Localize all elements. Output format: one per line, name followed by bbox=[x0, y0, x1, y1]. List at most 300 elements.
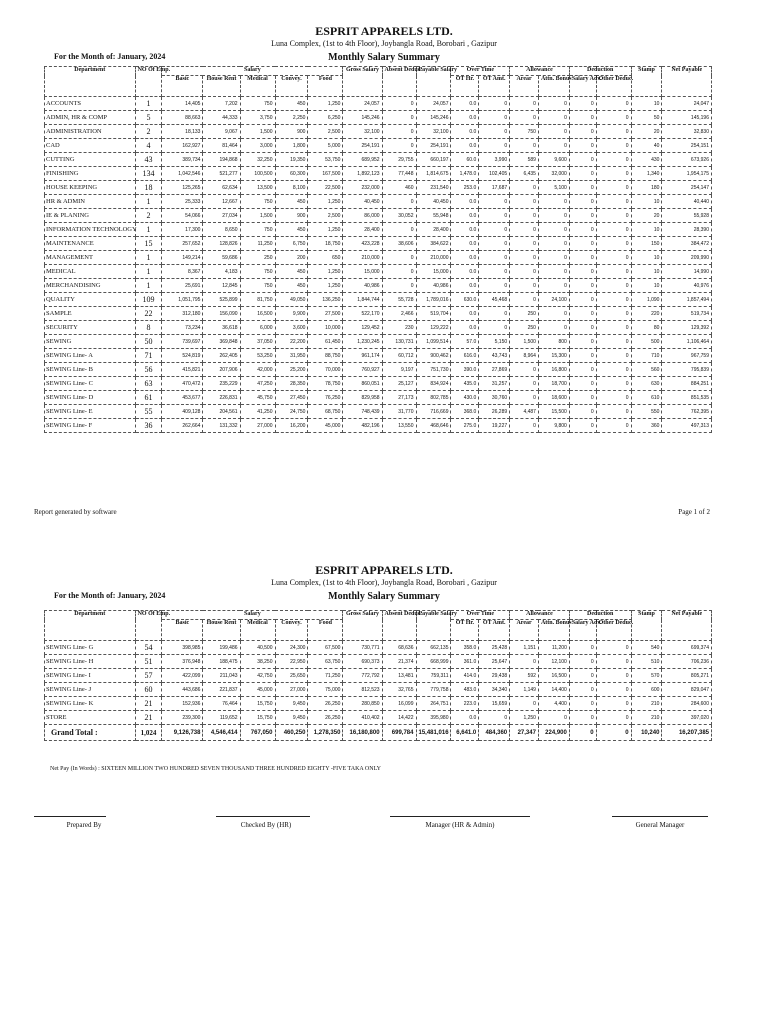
amount-cell: 0 bbox=[596, 195, 631, 209]
amount-cell: 0 bbox=[569, 349, 596, 363]
amount-cell: 31,257 bbox=[479, 377, 510, 391]
amount-cell: 11,200 bbox=[538, 641, 569, 655]
department-cell: SEWING Line- D bbox=[45, 391, 136, 405]
amount-cell: 17,687 bbox=[479, 181, 510, 195]
amount-cell: 435.0 bbox=[451, 377, 479, 391]
employee-count-cell: 43 bbox=[135, 153, 162, 167]
amount-cell: 699,374 bbox=[662, 641, 712, 655]
amount-cell: 0 bbox=[569, 391, 596, 405]
amount-cell: 31,950 bbox=[275, 349, 308, 363]
amount-cell: 12,100 bbox=[538, 655, 569, 669]
col-basic: Basic bbox=[162, 620, 203, 641]
amount-cell: 1,250 bbox=[308, 279, 343, 293]
amount-cell: 630.0 bbox=[451, 293, 479, 307]
amount-cell: 37,050 bbox=[240, 335, 275, 349]
amount-cell: 750 bbox=[240, 265, 275, 279]
amount-cell: 30,760 bbox=[479, 391, 510, 405]
amount-cell: 0 bbox=[596, 419, 631, 433]
department-cell: SEWING Line- G bbox=[45, 641, 136, 655]
col-arear: Arear bbox=[510, 620, 539, 641]
amount-cell: 207,906 bbox=[203, 363, 240, 377]
amount-cell: 0 bbox=[569, 641, 596, 655]
amount-cell: 410,402 bbox=[343, 711, 382, 725]
table-row bbox=[45, 349, 712, 363]
employee-count-cell: 5 bbox=[135, 111, 162, 125]
amount-cell: 0 bbox=[569, 279, 596, 293]
employee-count-cell: 61 bbox=[135, 391, 162, 405]
amount-cell: 0 bbox=[538, 209, 569, 223]
amount-cell: 0 bbox=[382, 195, 416, 209]
amount-cell: 589 bbox=[510, 153, 539, 167]
amount-cell: 0 bbox=[538, 265, 569, 279]
amount-cell: 0 bbox=[569, 237, 596, 251]
amount-cell: 204,561 bbox=[203, 405, 240, 419]
amount-cell: 0 bbox=[569, 251, 596, 265]
department-cell: STORE bbox=[45, 711, 136, 725]
amount-cell: 55,728 bbox=[382, 293, 416, 307]
amount-cell: 0 bbox=[510, 195, 539, 209]
amount-cell: 0.0 bbox=[451, 237, 479, 251]
amount-cell: 162,927 bbox=[162, 139, 203, 153]
amount-cell: 18,133 bbox=[162, 125, 203, 139]
amount-cell: 25,333 bbox=[162, 195, 203, 209]
amount-cell: 0 bbox=[569, 711, 596, 725]
col-salary-adv: Salary Adv. bbox=[569, 620, 596, 641]
col-group-salary: Salary bbox=[162, 611, 343, 620]
department-cell: INFORMATION TECHNOLOGY bbox=[45, 223, 136, 237]
col-food: Food bbox=[308, 620, 343, 641]
grand-total-amount: 16,180,800 bbox=[343, 725, 382, 741]
amount-cell: 19,350 bbox=[275, 153, 308, 167]
department-cell: MEDICAL bbox=[45, 265, 136, 279]
amount-cell: 0 bbox=[538, 321, 569, 335]
amount-cell: 0 bbox=[569, 683, 596, 697]
amount-cell: 22,500 bbox=[308, 181, 343, 195]
amount-cell: 0 bbox=[479, 111, 510, 125]
amount-cell: 54,066 bbox=[162, 209, 203, 223]
department-cell: IE & PLANING bbox=[45, 209, 136, 223]
amount-cell: 145,246 bbox=[416, 111, 451, 125]
amount-cell: 750 bbox=[240, 223, 275, 237]
amount-cell: 60.0 bbox=[451, 153, 479, 167]
amount-cell: 40,450 bbox=[416, 195, 451, 209]
amount-cell: 21,374 bbox=[382, 655, 416, 669]
amount-cell: 497,313 bbox=[662, 419, 712, 433]
employee-count-cell: 2 bbox=[135, 209, 162, 223]
col-no-of-emp: NO Of Emp. bbox=[135, 67, 162, 97]
amount-cell: 2,500 bbox=[308, 125, 343, 139]
amount-cell: 16,200 bbox=[275, 419, 308, 433]
salary-table-1-body bbox=[45, 97, 712, 433]
amount-cell: 0 bbox=[510, 265, 539, 279]
table-row bbox=[45, 125, 712, 139]
amount-cell: 9,800 bbox=[538, 419, 569, 433]
amount-cell: 0 bbox=[510, 181, 539, 195]
amount-cell: 0 bbox=[596, 335, 631, 349]
amount-cell: 0 bbox=[596, 167, 631, 181]
amount-cell: 0 bbox=[569, 111, 596, 125]
col-group-overtime: Over Time bbox=[451, 67, 510, 76]
col-stamp: Stamp bbox=[631, 611, 662, 641]
amount-cell: 25,200 bbox=[275, 363, 308, 377]
table-row bbox=[45, 391, 712, 405]
amount-cell: 17,300 bbox=[162, 223, 203, 237]
amount-cell: 22,950 bbox=[275, 655, 308, 669]
amount-cell: 0 bbox=[596, 307, 631, 321]
amount-cell: 0 bbox=[510, 377, 539, 391]
amount-cell: 27,000 bbox=[275, 683, 308, 697]
amount-cell: 0.0 bbox=[451, 711, 479, 725]
amount-cell: 29,755 bbox=[382, 153, 416, 167]
amount-cell: 800 bbox=[538, 335, 569, 349]
amount-cell: 0 bbox=[538, 237, 569, 251]
col-group-deduction: Deduction bbox=[569, 67, 631, 76]
amount-cell: 0 bbox=[569, 697, 596, 711]
amount-cell: 88,663 bbox=[162, 111, 203, 125]
amount-cell: 750 bbox=[240, 195, 275, 209]
col-payable-salary: Payable Salary bbox=[416, 67, 451, 97]
amount-cell: 384,622 bbox=[416, 237, 451, 251]
amount-cell: 1,042,546 bbox=[162, 167, 203, 181]
amount-cell: 570 bbox=[631, 669, 662, 683]
amount-cell: 149,214 bbox=[162, 251, 203, 265]
amount-cell: 6,250 bbox=[308, 111, 343, 125]
amount-cell: 7,202 bbox=[203, 97, 240, 111]
amount-cell: 250 bbox=[510, 321, 539, 335]
amount-cell: 32,830 bbox=[662, 125, 712, 139]
amount-cell: 70,000 bbox=[308, 363, 343, 377]
amount-cell: 630 bbox=[631, 377, 662, 391]
report-title: Monthly Salary Summary bbox=[328, 591, 440, 602]
amount-cell: 0 bbox=[596, 655, 631, 669]
amount-cell: 9,450 bbox=[275, 711, 308, 725]
amount-cell: 1,800 bbox=[275, 139, 308, 153]
department-cell: ACCOUNTS bbox=[45, 97, 136, 111]
amount-cell: 450 bbox=[275, 195, 308, 209]
amount-cell: 961,174 bbox=[343, 349, 382, 363]
col-basic: Basic bbox=[162, 76, 203, 97]
amount-cell: 68,636 bbox=[382, 641, 416, 655]
amount-cell: 262,664 bbox=[162, 419, 203, 433]
amount-cell: 14,400 bbox=[538, 683, 569, 697]
table-row bbox=[45, 167, 712, 181]
amount-cell: 0.0 bbox=[451, 195, 479, 209]
amount-cell: 42,750 bbox=[240, 669, 275, 683]
salary-table-2-body bbox=[45, 641, 712, 741]
grand-total-amount: 4,546,414 bbox=[203, 725, 240, 741]
table-row bbox=[45, 237, 712, 251]
amount-cell: 28,400 bbox=[343, 223, 382, 237]
col-salary-adv: Salary Adv. bbox=[569, 76, 596, 97]
employee-count-cell: 60 bbox=[135, 683, 162, 697]
amount-cell: 239,300 bbox=[162, 711, 203, 725]
table-row bbox=[45, 697, 712, 711]
amount-cell: 19,227 bbox=[479, 419, 510, 433]
amount-cell: 15,750 bbox=[240, 711, 275, 725]
amount-cell: 254,191 bbox=[416, 139, 451, 153]
col-food: Food bbox=[308, 76, 343, 97]
amount-cell: 0 bbox=[596, 279, 631, 293]
amount-cell: 592 bbox=[510, 669, 539, 683]
amount-cell: 24,057 bbox=[416, 97, 451, 111]
amount-cell: 262,405 bbox=[203, 349, 240, 363]
amount-cell: 0 bbox=[596, 669, 631, 683]
amount-cell: 15,000 bbox=[343, 265, 382, 279]
amount-cell: 1,340 bbox=[631, 167, 662, 181]
amount-cell: 690,373 bbox=[343, 655, 382, 669]
amount-cell: 11,250 bbox=[240, 237, 275, 251]
table-row bbox=[45, 181, 712, 195]
amount-cell: 10 bbox=[631, 251, 662, 265]
amount-cell: 62,634 bbox=[203, 181, 240, 195]
department-cell: SEWING Line- I bbox=[45, 669, 136, 683]
amount-cell: 27,450 bbox=[275, 391, 308, 405]
employee-count-cell: 4 bbox=[135, 139, 162, 153]
amount-cell: 1,892,123 bbox=[343, 167, 382, 181]
amount-cell: 1,099,514 bbox=[416, 335, 451, 349]
company-name: ESPRIT APPARELS LTD. bbox=[315, 24, 453, 38]
signature-line-manager bbox=[390, 816, 530, 817]
amount-cell: 483.0 bbox=[451, 683, 479, 697]
amount-cell: 0.0 bbox=[451, 321, 479, 335]
col-house-rent: House Rent bbox=[203, 76, 240, 97]
grand-total-amount: 27,347 bbox=[510, 725, 539, 741]
grand-total-amount: 460,250 bbox=[275, 725, 308, 741]
amount-cell: 254,147 bbox=[662, 181, 712, 195]
amount-cell: 2,500 bbox=[308, 209, 343, 223]
employee-count-cell: 21 bbox=[135, 711, 162, 725]
employee-count-cell: 51 bbox=[135, 655, 162, 669]
amount-cell: 0 bbox=[596, 697, 631, 711]
amount-cell: 129,392 bbox=[662, 321, 712, 335]
amount-cell: 8,964 bbox=[510, 349, 539, 363]
amount-cell: 0 bbox=[596, 377, 631, 391]
amount-cell: 119,652 bbox=[203, 711, 240, 725]
amount-cell: 519,704 bbox=[416, 307, 451, 321]
amount-cell: 8,367 bbox=[162, 265, 203, 279]
amount-cell: 3,000 bbox=[240, 139, 275, 153]
employee-count-cell: 8 bbox=[135, 321, 162, 335]
employee-count-cell: 1 bbox=[135, 97, 162, 111]
department-cell: SEWING Line- B bbox=[45, 363, 136, 377]
amount-cell: 194,868 bbox=[203, 153, 240, 167]
amount-cell: 145,196 bbox=[662, 111, 712, 125]
amount-cell: 1,500 bbox=[510, 335, 539, 349]
amount-cell: 20 bbox=[631, 125, 662, 139]
report-generated-note: Report generated by software bbox=[34, 508, 117, 516]
amount-cell: 34,340 bbox=[479, 683, 510, 697]
amount-cell: 0.0 bbox=[451, 209, 479, 223]
col-attn-bonus: Attn. Bonus bbox=[538, 620, 569, 641]
amount-cell: 750 bbox=[510, 125, 539, 139]
amount-cell: 59,686 bbox=[203, 251, 240, 265]
department-cell: SEWING Line- F bbox=[45, 419, 136, 433]
amount-cell: 73,234 bbox=[162, 321, 203, 335]
table-row bbox=[45, 669, 712, 683]
amount-cell: 519,734 bbox=[662, 307, 712, 321]
amount-cell: 760,927 bbox=[343, 363, 382, 377]
department-cell: SEWING Line- C bbox=[45, 377, 136, 391]
col-department: Department bbox=[45, 67, 136, 97]
amount-cell: 369,848 bbox=[203, 335, 240, 349]
amount-cell: 3,600 bbox=[275, 321, 308, 335]
employee-count-cell: 50 bbox=[135, 335, 162, 349]
company-name: ESPRIT APPARELS LTD. bbox=[315, 563, 453, 577]
amount-cell: 0 bbox=[510, 251, 539, 265]
amount-cell: 230 bbox=[382, 321, 416, 335]
amount-cell: 422,099 bbox=[162, 669, 203, 683]
amount-cell: 0 bbox=[569, 363, 596, 377]
report-title: Monthly Salary Summary bbox=[328, 52, 440, 63]
amount-cell: 3,750 bbox=[240, 111, 275, 125]
amount-cell: 257,652 bbox=[162, 237, 203, 251]
amount-cell: 668,999 bbox=[416, 655, 451, 669]
amount-cell: 14,422 bbox=[382, 711, 416, 725]
amount-cell: 5,000 bbox=[308, 139, 343, 153]
amount-cell: 0.0 bbox=[451, 251, 479, 265]
amount-cell: 235,229 bbox=[203, 377, 240, 391]
amount-cell: 0.0 bbox=[451, 307, 479, 321]
amount-cell: 0.0 bbox=[451, 111, 479, 125]
amount-cell: 80 bbox=[631, 321, 662, 335]
grand-total-amount: 224,900 bbox=[538, 725, 569, 741]
amount-cell: 129,222 bbox=[416, 321, 451, 335]
amount-cell: 10,000 bbox=[308, 321, 343, 335]
employee-count-cell: 36 bbox=[135, 419, 162, 433]
amount-cell: 125,265 bbox=[162, 181, 203, 195]
amount-cell: 1,230,245 bbox=[343, 335, 382, 349]
amount-cell: 284,600 bbox=[662, 697, 712, 711]
amount-cell: 610 bbox=[631, 391, 662, 405]
employee-count-cell: 1 bbox=[135, 251, 162, 265]
amount-cell: 0.0 bbox=[451, 97, 479, 111]
amount-cell: 0 bbox=[479, 279, 510, 293]
amount-cell: 45,468 bbox=[479, 293, 510, 307]
amount-cell: 10 bbox=[631, 265, 662, 279]
amount-cell: 9,197 bbox=[382, 363, 416, 377]
table-row bbox=[45, 251, 712, 265]
col-no-of-emp: NO Of Emp. bbox=[135, 611, 162, 641]
employee-count-cell: 1 bbox=[135, 265, 162, 279]
amount-cell: 510 bbox=[631, 655, 662, 669]
amount-cell: 0 bbox=[596, 153, 631, 167]
amount-cell: 0 bbox=[479, 237, 510, 251]
amount-cell: 1,151 bbox=[510, 641, 539, 655]
employee-count-cell: 57 bbox=[135, 669, 162, 683]
amount-cell: 1,250 bbox=[308, 195, 343, 209]
report-month: For the Month of: January, 2024 bbox=[54, 591, 166, 600]
col-other-deduc: Other Deduc. bbox=[596, 76, 631, 97]
amount-cell: 967,759 bbox=[662, 349, 712, 363]
table-row bbox=[45, 711, 712, 725]
amount-cell: 0 bbox=[510, 697, 539, 711]
amount-cell: 0 bbox=[510, 139, 539, 153]
amount-cell: 759,311 bbox=[416, 669, 451, 683]
amount-cell: 45,000 bbox=[308, 419, 343, 433]
amount-cell: 67,500 bbox=[308, 641, 343, 655]
amount-cell: 12,667 bbox=[203, 195, 240, 209]
amount-cell: 25,691 bbox=[162, 279, 203, 293]
col-department: Department bbox=[45, 611, 136, 641]
amount-cell: 152,936 bbox=[162, 697, 203, 711]
amount-cell: 716,669 bbox=[416, 405, 451, 419]
amount-cell: 53,250 bbox=[240, 349, 275, 363]
amount-cell: 0.0 bbox=[451, 139, 479, 153]
amount-cell: 15,750 bbox=[240, 697, 275, 711]
amount-cell: 395,980 bbox=[416, 711, 451, 725]
employee-count-cell: 15 bbox=[135, 237, 162, 251]
amount-cell: 0 bbox=[538, 195, 569, 209]
amount-cell: 0 bbox=[596, 97, 631, 111]
amount-cell: 900 bbox=[275, 209, 308, 223]
col-group-salary: Salary bbox=[162, 67, 343, 76]
amount-cell: 61,450 bbox=[308, 335, 343, 349]
amount-cell: 0 bbox=[596, 683, 631, 697]
amount-cell: 312,180 bbox=[162, 307, 203, 321]
amount-cell: 460 bbox=[382, 181, 416, 195]
amount-cell: 5,150 bbox=[479, 335, 510, 349]
amount-cell: 829,047 bbox=[662, 683, 712, 697]
amount-cell: 264,751 bbox=[416, 697, 451, 711]
amount-cell: 71,250 bbox=[308, 669, 343, 683]
amount-cell: 223.0 bbox=[451, 697, 479, 711]
amount-cell: 253.0 bbox=[451, 181, 479, 195]
amount-cell: 32,250 bbox=[240, 153, 275, 167]
department-cell: HOUSE KEEPING bbox=[45, 181, 136, 195]
amount-cell: 409,128 bbox=[162, 405, 203, 419]
amount-cell: 851,535 bbox=[662, 391, 712, 405]
amount-cell: 0 bbox=[569, 655, 596, 669]
amount-cell: 0 bbox=[596, 209, 631, 223]
department-cell: SEWING Line- E bbox=[45, 405, 136, 419]
amount-cell: 0.0 bbox=[451, 265, 479, 279]
amount-cell: 450 bbox=[275, 97, 308, 111]
amount-cell: 27,034 bbox=[203, 209, 240, 223]
amount-cell: 0 bbox=[510, 209, 539, 223]
amount-cell: 0 bbox=[596, 125, 631, 139]
amount-cell: 13,550 bbox=[382, 419, 416, 433]
amount-cell: 1,051,795 bbox=[162, 293, 203, 307]
grand-total-amount: 1,278,350 bbox=[308, 725, 343, 741]
amount-cell: 900 bbox=[275, 125, 308, 139]
amount-cell: 0 bbox=[569, 167, 596, 181]
table-row bbox=[45, 97, 712, 111]
department-cell: SEWING bbox=[45, 335, 136, 349]
amount-cell: 0 bbox=[479, 125, 510, 139]
amount-cell: 13,500 bbox=[240, 181, 275, 195]
amount-cell: 40,440 bbox=[662, 195, 712, 209]
amount-cell: 1,106,464 bbox=[662, 335, 712, 349]
signature-manager: Manager (HR & Admin) bbox=[425, 821, 495, 829]
amount-cell: 136,250 bbox=[308, 293, 343, 307]
amount-cell: 150 bbox=[631, 237, 662, 251]
employee-count-cell: 1 bbox=[135, 195, 162, 209]
amount-cell: 0 bbox=[569, 321, 596, 335]
amount-cell: 29,438 bbox=[479, 669, 510, 683]
amount-cell: 209,990 bbox=[662, 251, 712, 265]
col-convey: Convey. bbox=[275, 76, 308, 97]
amount-cell: 2,250 bbox=[275, 111, 308, 125]
amount-cell: 397,020 bbox=[662, 711, 712, 725]
amount-cell: 368.0 bbox=[451, 405, 479, 419]
grand-total-amount: 9,126,738 bbox=[162, 725, 203, 741]
amount-cell: 14,405 bbox=[162, 97, 203, 111]
amount-cell: 0 bbox=[510, 391, 539, 405]
amount-cell: 254,151 bbox=[662, 139, 712, 153]
grand-total-row bbox=[45, 725, 712, 741]
amount-cell: 8,100 bbox=[275, 181, 308, 195]
table-row bbox=[45, 279, 712, 293]
